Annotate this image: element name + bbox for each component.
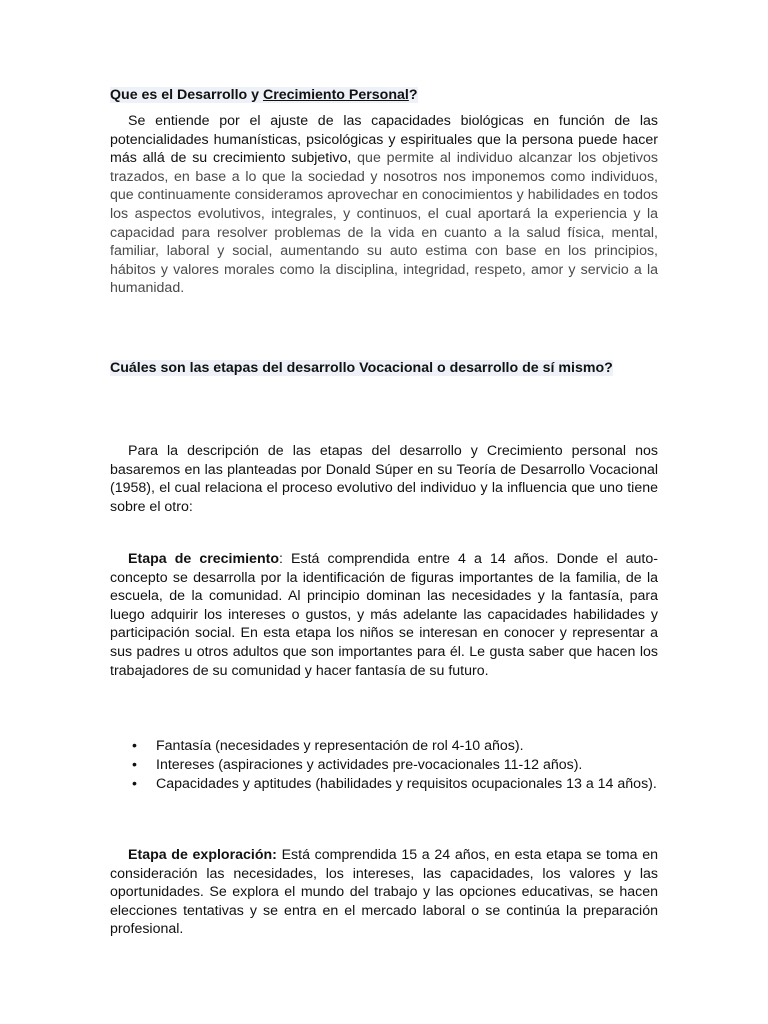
list-item-text: Fantasía (necesidades y representación de rol 4-10 años). — [156, 738, 524, 754]
heading-prefix: Que es el Desarrollo y — [110, 87, 263, 103]
etapa-exploracion-text: Está comprendida 15 a 24 años, en esta etapa se toma en consideración las necesidades, los intereses, las capacidades, los valores y las oportunidades. Se explora el mundo del trabajo y las opciones educativas, se hacen elecciones tentativas y se entra en el mercado laboral o se continúa la preparación profesional. — [110, 847, 658, 938]
paragraph-intro-etapas: Para la descripción de las etapas del desarrollo y Crecimiento personal nos basaremos en las planteadas por Donald Súper en su Teoría de Desarrollo Vocacional (1958), el cual relaciona el proceso evolutivo del individuo y la influencia que uno tiene sobre el otro: — [110, 443, 658, 515]
paragraph-etapa-exploracion — [110, 846, 658, 939]
bullet-marker: • — [132, 776, 137, 792]
list-item — [110, 775, 658, 794]
heading-desarrollo-personal — [110, 86, 418, 104]
etapa-crecimiento-text: : Está comprendida entre 4 a 14 años. Donde el auto-concepto se desarrolla por la identificación de figuras importantes de la familia, de la escuela, de la comunidad. Al principio dominan las necesidades y la fantasía, para luego adquirir los intereses o gustos, y más adelante las capacidades habilidades y participación social. En esta etapa los niños se interesan en conocer y representar a sus padres u otros adultos que son importantes para él. Le gusta saber que hacen los trabajadores de su comunidad y hacer fantasía de su futuro. — [110, 551, 658, 679]
heading-etapas-text: Cuáles son las etapas del desarrollo Vocacional o desarrollo de sí mismo? — [110, 360, 613, 376]
bullet-marker: • — [132, 738, 137, 754]
list-item — [110, 737, 658, 756]
list-item — [110, 756, 658, 775]
heading-suffix: ? — [408, 87, 418, 103]
etapa-exploracion-title: Etapa de exploración: — [128, 847, 277, 863]
etapa-crecimiento-title: Etapa de crecimiento — [128, 551, 279, 567]
list-item-text: Capacidades y aptitudes (habilidades y requisitos ocupacionales 13 a 14 años). — [156, 776, 657, 792]
paragraph-etapa-crecimiento — [110, 550, 658, 680]
substage-list — [110, 737, 658, 794]
paragraph-definition-part1: Se entiende por el ajuste de las capacidades biológicas en función de las potencialidades humanísticas, psicológicas y espirituales que la persona puede hacer más allá de su crecimiento subjetivo, — [110, 113, 658, 167]
list-item-text: Intereses (aspiraciones y actividades pre-vocacionales 11-12 años). — [156, 757, 583, 773]
paragraph-definition — [110, 112, 658, 298]
heading-etapas — [110, 359, 613, 377]
heading-underlined-term: Crecimiento Personal — [262, 87, 409, 103]
paragraph-definition-part2: que permite al individuo alcanzar los objetivos trazados, en base a lo que la sociedad y nosotros nos imponemos como individuos, que continuamente consideramos aprovechar en conocimientos y habilidades en todos los aspectos evolutivos, integrales, y continuos, el cual aportará la experiencia y la capacidad para resolver problemas de la vida en cuanto a la salud física, mental, familiar, laboral y social, aumentando su auto estima con base en los principios, hábitos y valores morales como la disciplina, integridad, respeto, amor y servicio a la humanidad. — [110, 150, 658, 297]
bullet-marker: • — [132, 757, 137, 773]
